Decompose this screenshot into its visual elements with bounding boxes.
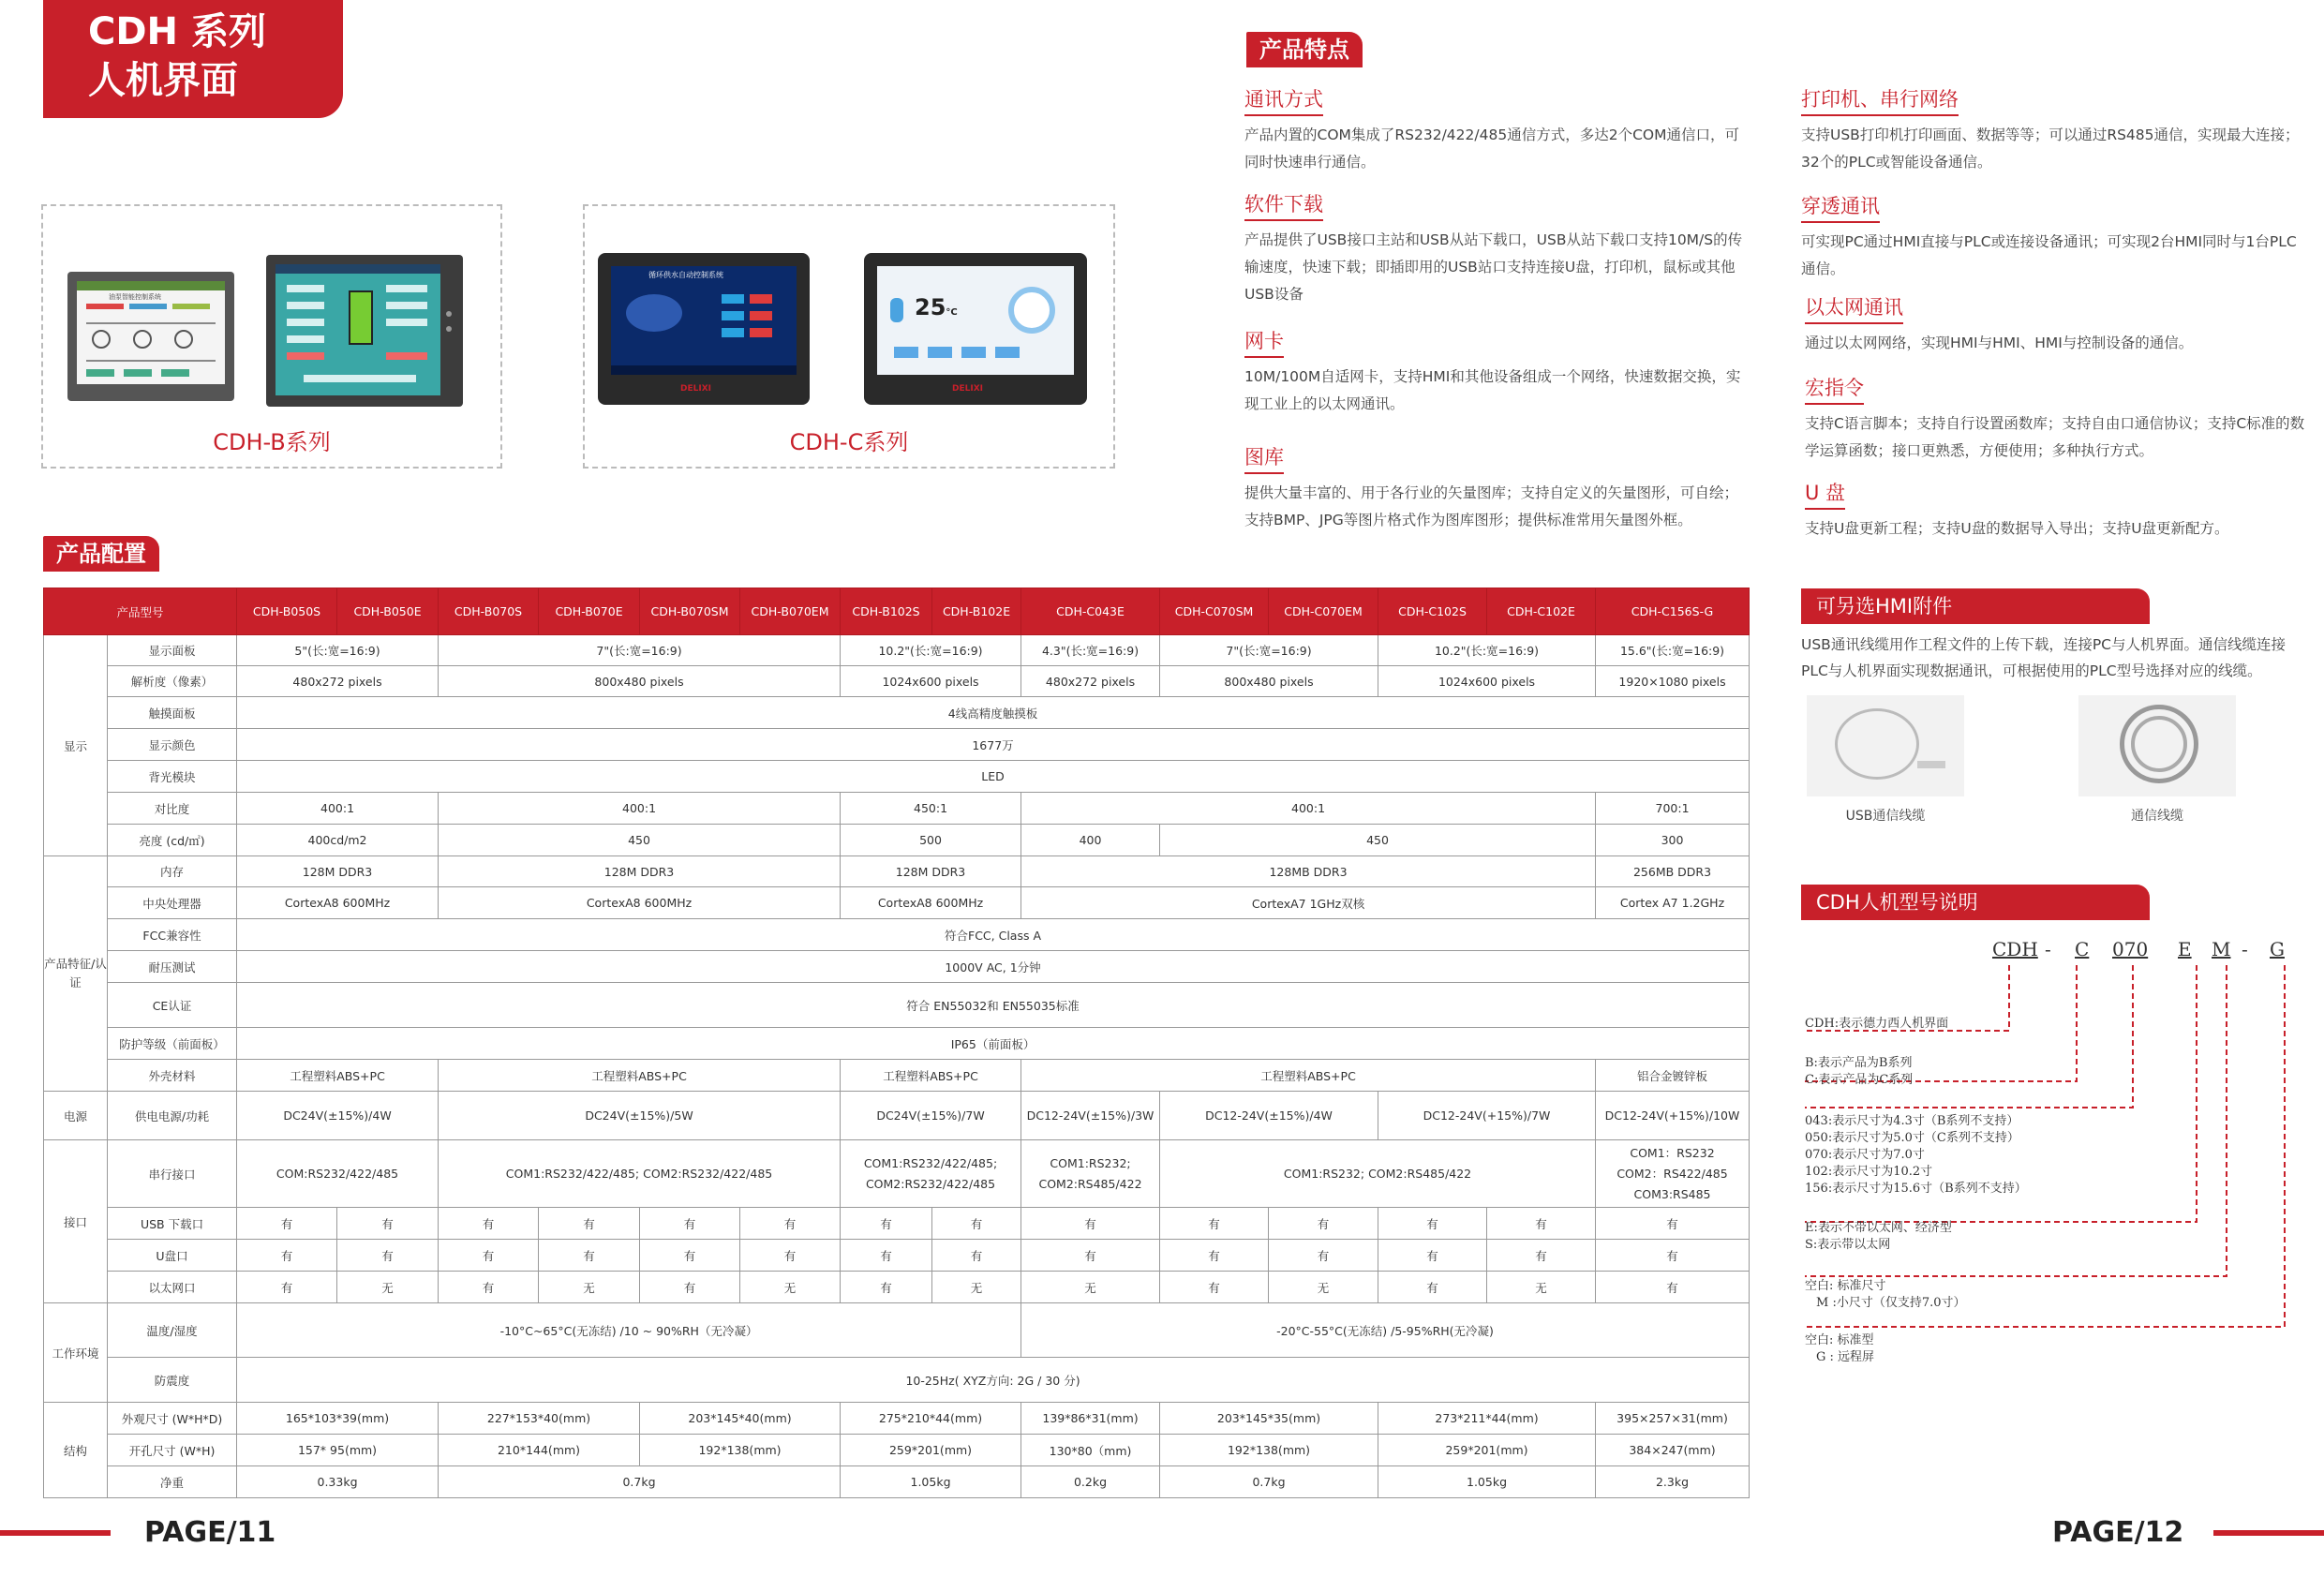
cell: 1024x600 pixels (841, 666, 1021, 697)
cell: 256MB DDR3 (1596, 856, 1750, 887)
cell: 有 (740, 1208, 841, 1240)
feature-title: 打印机、串行网络 (1801, 84, 1959, 116)
page-number-left: PAGE/11 (144, 1516, 276, 1549)
model-decode-heading: CDH人机型号说明 (1801, 885, 2150, 920)
row-label: 以太网口 (108, 1272, 237, 1303)
series-title-tab (43, 0, 343, 118)
cell: 139*86*31(mm) (1021, 1403, 1160, 1435)
cell: DC24V(±15%)/4W (237, 1092, 439, 1140)
decode-group-mini (1805, 1278, 1966, 1312)
title-line1: CDH 系列 (88, 10, 266, 53)
row-label: 背光模块 (108, 761, 237, 793)
cell: 有 (841, 1272, 932, 1303)
row-label: 温度/湿度 (108, 1303, 237, 1358)
cell: 7"(长:宽=16:9) (439, 635, 841, 666)
feature-title: 图库 (1244, 442, 1284, 474)
cell: 2.3kg (1596, 1466, 1750, 1498)
footer-left-rule (0, 1530, 111, 1536)
group-env: 工作环境 (44, 1303, 108, 1403)
feature-nic (1244, 326, 1750, 418)
b-screen-1 (77, 281, 225, 384)
row-label: 外观尺寸 (W*H*D) (108, 1403, 237, 1435)
cell: 128M DDR3 (841, 856, 1021, 887)
cell: 有 (1378, 1240, 1487, 1272)
feature-passthrough (1801, 191, 2307, 283)
feature-comm (1244, 84, 1750, 176)
cell: 384×247(mm) (1596, 1435, 1750, 1466)
cell: 工程塑料ABS+PC (439, 1060, 841, 1092)
cell: 无 (539, 1272, 640, 1303)
cell: 210*144(mm) (439, 1435, 640, 1466)
cell: 有 (1269, 1240, 1378, 1272)
decode-line: 102:表示尺寸为10.2寸 (1805, 1165, 1933, 1179)
cell: 无 (1021, 1272, 1160, 1303)
model-cell: CDH-C102S (1378, 588, 1487, 635)
decode-line: 043:表示尺寸为4.3寸（B系列不支持） (1805, 1114, 2019, 1128)
b-series-caption: CDH-B系列 (213, 429, 331, 455)
cell: Cortex A7 1.2GHz (1596, 887, 1750, 919)
model-cell: CDH-C043E (1021, 588, 1160, 635)
group-interface: 接口 (44, 1140, 108, 1303)
cell: 400:1 (1021, 793, 1596, 825)
cell: 300 (1596, 825, 1750, 856)
cell: 275*210*44(mm) (841, 1403, 1021, 1435)
group-cert: 产品特征/认证 (44, 856, 108, 1092)
cell: 有 (1160, 1208, 1269, 1240)
row-label: FCC兼容性 (108, 919, 237, 951)
code-cdh: CDH (1992, 938, 2038, 960)
cell: 无 (932, 1272, 1021, 1303)
decode-line: C:表示产品为C系列 (1805, 1073, 1914, 1087)
feature-title: 以太网通讯 (1805, 292, 1903, 324)
cell: 有 (932, 1240, 1021, 1272)
cell: 有 (841, 1208, 932, 1240)
cell: 450 (439, 825, 841, 856)
row-label: USB 下载口 (108, 1208, 237, 1240)
cell: 1.05kg (841, 1466, 1021, 1498)
decode-group-brand (1805, 1016, 1948, 1033)
decode-line: 156:表示尺寸为15.6寸（B系列不支持） (1805, 1182, 2027, 1196)
cell: 有 (1378, 1208, 1487, 1240)
model-label: 产品型号 (44, 588, 237, 635)
code-dash-2: - (2242, 938, 2248, 960)
decode-line: G : 远程屏 (1816, 1350, 1875, 1364)
cell: 500 (841, 825, 1021, 856)
cell: 有 (237, 1272, 337, 1303)
cell (1021, 1140, 1160, 1208)
cell: LED (237, 761, 1750, 793)
feature-title: 通讯方式 (1244, 84, 1323, 116)
cell: 无 (740, 1272, 841, 1303)
cell: 有 (640, 1272, 740, 1303)
group-display: 显示 (44, 635, 108, 856)
cell: 273*211*44(mm) (1378, 1403, 1596, 1435)
table-row (44, 856, 1750, 887)
cell: 400cd/m2 (237, 825, 439, 856)
row-label: CE认证 (108, 983, 237, 1028)
title-line2: 人机界面 (88, 59, 238, 102)
model-cell: CDH-B102E (932, 588, 1021, 635)
table-row (44, 825, 1750, 856)
cell: 395×257×31(mm) (1596, 1403, 1750, 1435)
cell: 1.05kg (1378, 1466, 1596, 1498)
model-cell: CDH-C102E (1487, 588, 1596, 635)
c-screen-title: 循环供水自动控制系统 (648, 271, 723, 279)
table-row (44, 1060, 1750, 1092)
cell: 有 (932, 1208, 1021, 1240)
cell: 有 (1596, 1240, 1750, 1272)
page-number-right: PAGE/12 (2052, 1516, 2184, 1549)
table-row (44, 1466, 1750, 1498)
cell: 有 (439, 1208, 539, 1240)
cell: 有 (539, 1208, 640, 1240)
cell: 480x272 pixels (1021, 666, 1160, 697)
row-label: 串行接口 (108, 1140, 237, 1208)
feature-text: 支持USB打印机打印画面、数据等等；可以通过RS485通信，实现最大连接；32个的PLC或智能设备通信。 (1801, 126, 2300, 171)
cell: 450 (1160, 825, 1596, 856)
row-label: 亮度 (cd/㎡) (108, 825, 237, 856)
comm-cable-image (2078, 695, 2236, 796)
decode-group-size (1805, 1113, 2027, 1198)
table-row (44, 919, 1750, 951)
row-label: 供电电源/功耗 (108, 1092, 237, 1140)
table-row (44, 1272, 1750, 1303)
cell: DC12-24V(+15%)/7W (1378, 1092, 1596, 1140)
row-label: 净重 (108, 1466, 237, 1498)
cell: 192*138(mm) (1160, 1435, 1378, 1466)
row-label: U盘口 (108, 1240, 237, 1272)
table-row (44, 1092, 1750, 1140)
cell: 有 (1269, 1208, 1378, 1240)
model-cell: CDH-B102S (841, 588, 932, 635)
decode-line: B:表示产品为B系列 (1805, 1056, 1913, 1070)
cell: 259*201(mm) (841, 1435, 1021, 1466)
feature-ethernet (1805, 292, 2311, 357)
cell: 有 (237, 1240, 337, 1272)
row-label: 中央处理器 (108, 887, 237, 919)
cell: 符合FCC, Class A (237, 919, 1750, 951)
b-hmi-small (67, 272, 234, 401)
feature-udisk (1805, 478, 2311, 543)
table-header-row (44, 588, 1750, 635)
table-row (44, 1208, 1750, 1240)
comm-cable-label: 通信线缆 (2131, 809, 2183, 824)
decode-line: 空白: 标准尺寸 (1805, 1279, 1886, 1293)
cell: 10-25Hz( XYZ方向: 2G / 30 分) (237, 1358, 1750, 1403)
c-series-box (583, 204, 1115, 469)
cell: 10.2"(长:宽=16:9) (841, 635, 1021, 666)
c-hmi-1 (598, 253, 810, 405)
group-struct: 结构 (44, 1403, 108, 1498)
cell: 7"(长:宽=16:9) (1160, 635, 1378, 666)
model-cell: CDH-C070SM (1160, 588, 1269, 635)
table-row (44, 697, 1750, 729)
decode-group-net (1805, 1220, 1952, 1254)
table-row (44, 793, 1750, 825)
model-cell: CDH-B070E (539, 588, 640, 635)
row-label: 触摸面板 (108, 697, 237, 729)
cell: COM1:RS232/422/485; COM2:RS232/422/485 (439, 1140, 841, 1208)
feature-title: 宏指令 (1805, 373, 1864, 405)
cell-line: COM2:RS485/422 (1038, 1176, 1142, 1191)
usb-cable-label: USB通信线缆 (1845, 809, 1926, 824)
model-cell: CDH-B050S (237, 588, 337, 635)
table-row (44, 1140, 1750, 1208)
row-label: 防护等级（前面板） (108, 1028, 237, 1060)
cell: 259*201(mm) (1378, 1435, 1596, 1466)
cell: 128M DDR3 (439, 856, 841, 887)
c-series-caption: CDH-C系列 (789, 429, 909, 455)
table-row (44, 887, 1750, 919)
table-row (44, 951, 1750, 983)
usb-cable-image (1807, 695, 1964, 796)
b-screen-title: 油泵智能控制系统 (109, 293, 161, 301)
model-cell: CDH-B070SM (640, 588, 740, 635)
cell: 工程塑料ABS+PC (237, 1060, 439, 1092)
cell: 有 (1596, 1272, 1750, 1303)
feature-text: 通过以太网网络，实现HMI与HMI、HMI与控制设备的通信。 (1805, 335, 2194, 351)
row-label: 解析度（像素） (108, 666, 237, 697)
row-label: 显示面板 (108, 635, 237, 666)
table-row (44, 1358, 1750, 1403)
feature-text: 10M/100M自适网卡，支持HMI和其他设备组成一个网络，快速数据交换，实现工业上的以太网通讯。 (1244, 368, 1741, 412)
cell-line: COM2:RS232/422/485 (865, 1176, 996, 1191)
table-row (44, 1435, 1750, 1466)
cell: 165*103*39(mm) (237, 1403, 439, 1435)
cell: 400 (1021, 825, 1160, 856)
cell: 1677万 (237, 729, 1750, 761)
cell: 4.3"(长:宽=16:9) (1021, 635, 1160, 666)
cell: 有 (439, 1240, 539, 1272)
cell: 有 (337, 1208, 439, 1240)
cell: 128MB DDR3 (1021, 856, 1596, 887)
feature-text: 支持C语言脚本；支持自行设置函数库；支持自由口通信协议；支持C标准的数学运算函数；接口更熟悉，方便使用；多种执行方式。 (1805, 415, 2305, 459)
cell: 203*145*35(mm) (1160, 1403, 1378, 1435)
cell: 0.2kg (1021, 1466, 1160, 1498)
b-series-box (41, 204, 502, 469)
feature-title: 网卡 (1244, 326, 1284, 358)
decode-line: 空白: 标准型 (1805, 1333, 1874, 1347)
model-cell: CDH-C156S-G (1596, 588, 1750, 635)
table-row (44, 1028, 1750, 1060)
table-row (44, 1403, 1750, 1435)
decode-line: E:表示不带以太网、经济型 (1805, 1221, 1952, 1235)
table-row (44, 635, 1750, 666)
cell: 15.6"(长:宽=16:9) (1596, 635, 1750, 666)
cell: 0.33kg (237, 1466, 439, 1498)
cell: 有 (1160, 1240, 1269, 1272)
feature-title: 软件下载 (1244, 189, 1323, 221)
cell: 有 (740, 1240, 841, 1272)
decode-group-remote (1805, 1332, 1874, 1366)
cell: COM:RS232/422/485 (237, 1140, 439, 1208)
cell: DC24V(±15%)/7W (841, 1092, 1021, 1140)
cell: 有 (640, 1240, 740, 1272)
cell: 480x272 pixels (237, 666, 439, 697)
cell: 450:1 (841, 793, 1021, 825)
feature-title: U 盘 (1805, 478, 1845, 510)
cell: -10°C~65°C(无冻结) /10 ~ 90%RH（无冷凝） (237, 1303, 1021, 1358)
cell: CortexA8 600MHz (237, 887, 439, 919)
row-label: 内存 (108, 856, 237, 887)
config-heading: 产品配置 (43, 536, 159, 572)
cell: 4线高精度触摸板 (237, 697, 1750, 729)
b-screen-2 (276, 264, 440, 395)
decode-line: 050:表示尺寸为5.0寸（C系列不支持） (1805, 1131, 2019, 1145)
feature-text: 产品提供了USB接口主站和USB从站下载口，USB从站下载口支持10M/S的传输速度，快速下载；即插即用的USB站口支持连接U盘，打印机，鼠标或其他USB设备 (1244, 231, 1743, 303)
row-label: 显示颜色 (108, 729, 237, 761)
cell: DC24V(±15%)/5W (439, 1092, 841, 1140)
cell: 有 (439, 1272, 539, 1303)
cell: 1000V AC, 1分钟 (237, 951, 1750, 983)
cell: 400:1 (237, 793, 439, 825)
cell-line: COM3:RS485 (1633, 1186, 1711, 1201)
model-cell: CDH-B070S (439, 588, 539, 635)
table-row (44, 1303, 1750, 1358)
cell: 有 (337, 1240, 439, 1272)
row-label: 开孔尺寸 (W*H) (108, 1435, 237, 1466)
cell: 203*145*40(mm) (640, 1403, 841, 1435)
c-brand-logo-2: DELIXI (952, 384, 983, 394)
code-size: 070 (2112, 938, 2149, 960)
cell: 有 (1596, 1208, 1750, 1240)
c-screen-temp-unit: °C (946, 307, 958, 318)
cell: 有 (1487, 1240, 1596, 1272)
feature-download (1244, 189, 1750, 308)
model-cell: CDH-B070EM (740, 588, 841, 635)
cell: 1920×1080 pixels (1596, 666, 1750, 697)
cell: 无 (1269, 1272, 1378, 1303)
cell (841, 1140, 1021, 1208)
c-screen-temp-value: 25 (915, 294, 946, 320)
cell: 227*153*40(mm) (439, 1403, 640, 1435)
cell: CortexA8 600MHz (439, 887, 841, 919)
row-label: 对比度 (108, 793, 237, 825)
decode-line: 070:表示尺寸为7.0寸 (1805, 1148, 1925, 1162)
cell: 5"(长:宽=16:9) (237, 635, 439, 666)
group-power: 电源 (44, 1092, 108, 1140)
accessories-text: USB通讯线缆用作工程文件的上传下载，连接PC与人机界面。通信线缆连接PLC与人机界面实现数据通讯，可根据使用的PLC型号选择对应的线缆。 (1801, 636, 2286, 679)
cell: DC12-24V(±15%)/3W (1021, 1092, 1160, 1140)
feature-library (1244, 442, 1750, 534)
cell: 1024x600 pixels (1378, 666, 1596, 697)
footer-right-rule (2213, 1530, 2324, 1536)
c-screen-1 (611, 266, 797, 375)
table-row (44, 761, 1750, 793)
table-row (44, 983, 1750, 1028)
code-net: E (2178, 938, 2192, 960)
cell: CortexA7 1GHz双核 (1021, 887, 1596, 919)
cell: 0.7kg (1160, 1466, 1378, 1498)
cell: 有 (640, 1208, 740, 1240)
feature-text: 提供大量丰富的、用于各行业的矢量图库；支持自定义的矢量图形，可自绘；支持BMP、JPG等图片格式作为图库图形；提供标准常用矢量图外框。 (1244, 484, 1739, 528)
cell: 800x480 pixels (439, 666, 841, 697)
code-mini: M (2212, 938, 2231, 960)
c-screen-2 (877, 266, 1074, 375)
cell: 10.2"(长:宽=16:9) (1378, 635, 1596, 666)
cell-line: COM1:RS232; (1050, 1155, 1131, 1170)
decode-group-series (1805, 1055, 1913, 1089)
feature-printer (1801, 84, 2307, 176)
cell: 400:1 (439, 793, 841, 825)
spec-table (43, 588, 1750, 1498)
cell: 128M DDR3 (237, 856, 439, 887)
cell: CortexA8 600MHz (841, 887, 1021, 919)
model-cell: CDH-B050E (337, 588, 439, 635)
cell: IP65（前面板） (237, 1028, 1750, 1060)
cell: 130*80（mm) (1021, 1435, 1160, 1466)
accessories-heading: 可另选HMI附件 (1801, 588, 2150, 624)
code-series: C (2075, 938, 2090, 960)
cell (1596, 1140, 1750, 1208)
decode-line: M :小尺寸（仅支持7.0寸） (1816, 1296, 1966, 1310)
feature-title: 穿透通讯 (1801, 191, 1880, 223)
cell: 有 (841, 1240, 932, 1272)
row-label: 外壳材料 (108, 1060, 237, 1092)
cell: 有 (1487, 1208, 1596, 1240)
cell: COM1:RS232; COM2:RS485/422 (1160, 1140, 1596, 1208)
cell: 有 (237, 1208, 337, 1240)
decode-line: S:表示带以太网 (1805, 1238, 1891, 1252)
cell: 铝合金镀锌板 (1596, 1060, 1750, 1092)
features-heading: 产品特点 (1246, 32, 1363, 67)
row-label: 耐压测试 (108, 951, 237, 983)
cell: 192*138(mm) (640, 1435, 841, 1466)
feature-text: 支持U盘更新工程；支持U盘的数据导入导出；支持U盘更新配方。 (1805, 520, 2229, 537)
cell: 157* 95(mm) (237, 1435, 439, 1466)
table-row (44, 666, 1750, 697)
feature-text: 可实现PC通过HMI直接与PLC或连接设备通讯；可实现2台HMI同时与1台PLC通信。 (1801, 233, 2297, 277)
cell: 无 (1487, 1272, 1596, 1303)
cell: 0.7kg (439, 1466, 841, 1498)
cell: 有 (1378, 1272, 1487, 1303)
table-row (44, 729, 1750, 761)
c-hmi-2 (864, 253, 1087, 405)
cell: -20°C-55°C(无冻结) /5-95%RH(无冷凝) (1021, 1303, 1750, 1358)
c-screen-temp (915, 294, 958, 320)
cell-line: COM1:RS232/422/485; (863, 1155, 998, 1170)
cell: 有 (539, 1240, 640, 1272)
feature-macro (1805, 373, 2311, 465)
row-label: 防震度 (108, 1358, 237, 1403)
feature-text: 产品内置的COM集成了RS232/422/485通信方式，多达2个COM通信口，可同时快速串行通信。 (1244, 126, 1739, 171)
code-dash-1: - (2045, 938, 2051, 960)
cell: 有 (1021, 1240, 1160, 1272)
cell-line: COM2：RS422/485 (1616, 1166, 1728, 1181)
cell: 700:1 (1596, 793, 1750, 825)
cell: DC12-24V(+15%)/10W (1596, 1092, 1750, 1140)
cell-line: COM1：RS232 (1630, 1145, 1715, 1160)
c-brand-logo-1: DELIXI (680, 384, 711, 394)
cell: 工程塑料ABS+PC (1021, 1060, 1596, 1092)
code-remote: G (2270, 938, 2285, 960)
cell: 有 (1021, 1208, 1160, 1240)
cell: 工程塑料ABS+PC (841, 1060, 1021, 1092)
cell: 无 (337, 1272, 439, 1303)
model-cell: CDH-C070EM (1269, 588, 1378, 635)
cell: 有 (1160, 1272, 1269, 1303)
table-row (44, 1240, 1750, 1272)
decode-line: CDH:表示德力西人机界面 (1805, 1017, 1949, 1031)
b-hmi-large (266, 255, 463, 407)
cell: DC12-24V(±15%)/4W (1160, 1092, 1378, 1140)
cell: 符合 EN55032和 EN55035标准 (237, 983, 1750, 1028)
cell: 800x480 pixels (1160, 666, 1378, 697)
